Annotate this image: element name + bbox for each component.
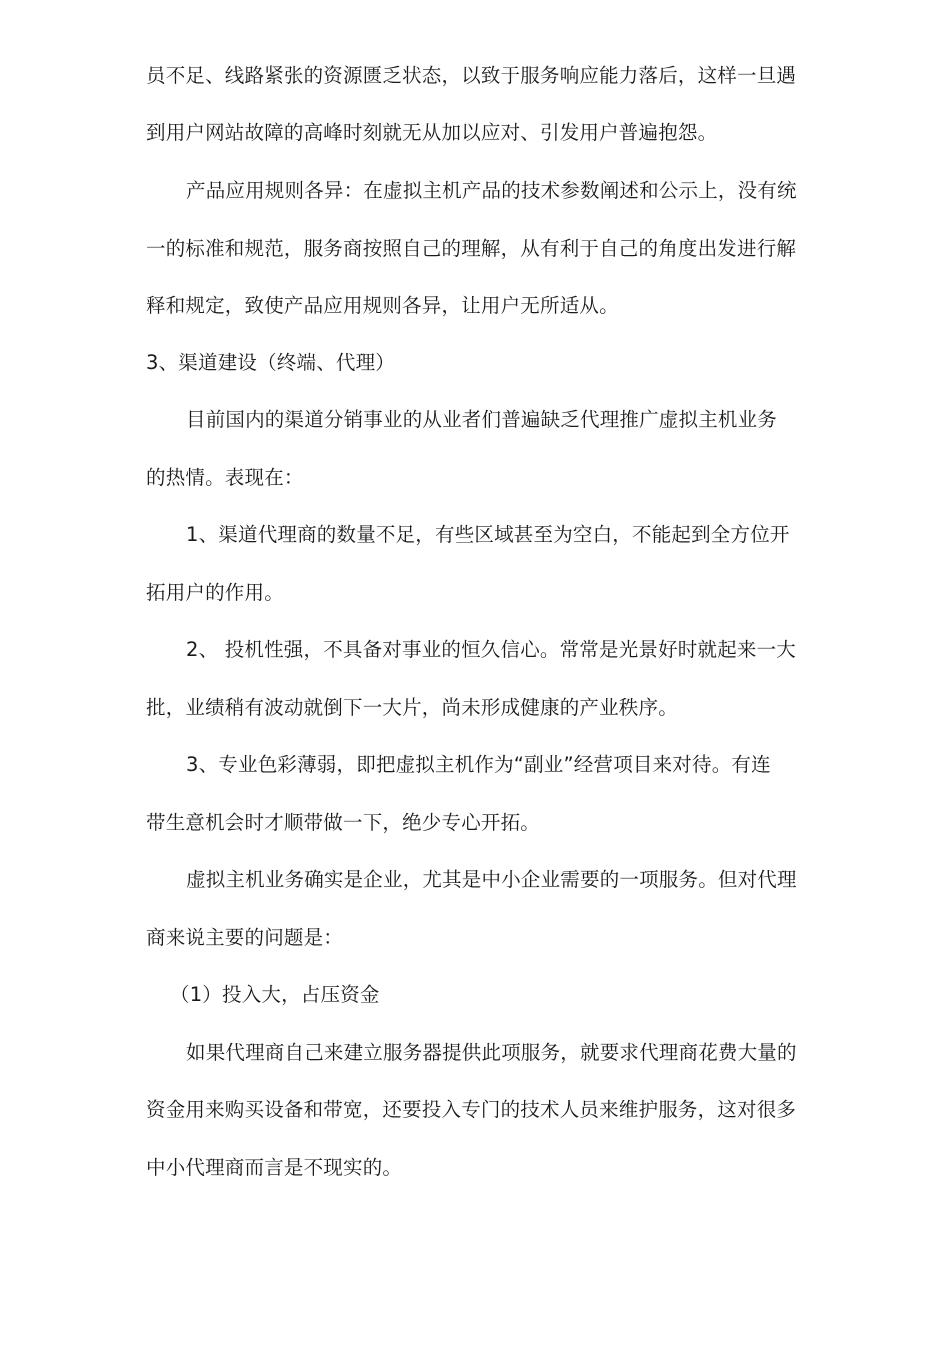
text-line: 的热情。表现在： [146, 466, 304, 489]
paragraph-start-line: 产品应用规则各异：在虚拟主机产品的技术参数阐述和公示上，没有统 [186, 179, 797, 202]
list-item-1: 1、渠道代理商的数量不足，有些区域甚至为空白，不能起到全方位开 [186, 523, 790, 546]
text-line: 商来说主要的问题是： [146, 926, 344, 949]
text-line: 带生意机会时才顺带做一下，绝少专心开拓。 [146, 811, 541, 834]
text-line: 拓用户的作用。 [146, 581, 284, 604]
text-line: 资金用来购买设备和带宽，还要投入专门的技术人员来维护服务，这对很多 [146, 1098, 797, 1121]
paragraph-start-line: 如果代理商自己来建立服务器提供此项服务，就要求代理商花费大量的 [186, 1041, 797, 1064]
text-line: 释和规定，致使产品应用规则各异，让用户无所适从。 [146, 294, 619, 317]
paragraph-start-line: 虚拟主机业务确实是企业，尤其是中小企业需要的一项服务。但对代理 [186, 868, 797, 891]
text-line: 批，业绩稍有波动就倒下一大片，尚未形成健康的产业秩序。 [146, 696, 678, 719]
text-line: 员不足、线路紧张的资源匮乏状态，以致于服务响应能力落后，这样一旦遇 [146, 64, 797, 87]
text-line: 到用户网站故障的高峰时刻就无从加以应对、引发用户普遍抱怨。 [146, 121, 718, 144]
list-item-2: 2、 投机性强，不具备对事业的恒久信心。常常是光景好时就起来一大 [186, 638, 797, 661]
list-item-3: 3、专业色彩薄弱，即把虚拟主机作为“副业”经营项目来对待。有连 [186, 753, 771, 776]
text-line: 一的标准和规范，服务商按照自己的理解，从有利于自己的角度出发进行解 [146, 237, 797, 260]
paragraph-start-line: 目前国内的渠道分销事业的从业者们普遍缺乏代理推广虚拟主机业务 [186, 408, 778, 431]
subheading: （1）投入大，占压资金 [170, 983, 380, 1006]
text-line: 中小代理商而言是不现实的。 [146, 1156, 403, 1179]
section-heading: 3、渠道建设（终端、代理） [146, 351, 396, 374]
